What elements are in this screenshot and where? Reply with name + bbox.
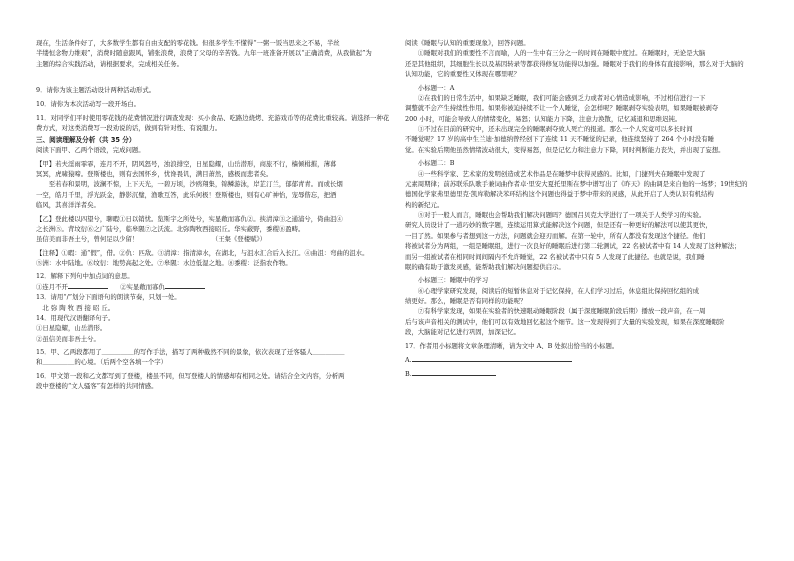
- para-3-line-2: 不睡觉呢？17 岁的高中生兰迪·加德纳曾经创下了连续 11 天不睡觉的记录，他连续坚持了 264 个小时没有睡: [405, 135, 715, 144]
- passage-jia-4: 一空，皓月千里，浮光跃金，静影沉璧，渔歌互答，此乐何极！登斯楼也，则有心旷神怡，宠辱偕忘，把酒: [36, 190, 337, 199]
- answer-blank-b[interactable]: [412, 369, 496, 376]
- para-5-line-1: ⑤对于一般人而言，睡眠也会帮助我们解决问题吗？德国吕贝克大学进行了一项关于人类学习的实验。: [417, 211, 706, 219]
- section-heading: 三、阅读理解及分析（共 35 分）: [36, 135, 136, 144]
- subtitle-3: 小标题三：睡眠中的学习: [417, 276, 489, 285]
- passage-yi-3: 虽信美而非吾土兮，曾何足以少留！ （王粲《登楼赋》）: [36, 235, 267, 244]
- subtitle-1: 小标题一：A: [417, 83, 455, 92]
- para-4-line-1: ④一些科学家、艺术家的发明创造或艺术作品是在睡梦中获得灵感的。比如，门捷列夫在睡眠中发现了: [417, 169, 706, 178]
- right-intro: 阅读《睡眠与认知的重要现象》，回答问题。: [405, 39, 530, 47]
- question-13-sentence: 北 弥 陶 牧 西 接 昭 丘。: [42, 303, 115, 312]
- question-14: 14．用现代汉语翻译句子。: [36, 313, 115, 322]
- question-11-line-1: 11．对同学们平时使用零花钱的花费情况进行调查发现：买小食品、吃路边烧烤、充游戏币等的花费比重较高。请选择一种花: [36, 113, 390, 122]
- question-13: 13．请用“/”划分下面语句的朗读节奏，只划一处。: [36, 293, 181, 302]
- passage-jia-3: 至若春和景明，波澜不惊，上下天光，一碧万顷，沙鸥翔集，锦鳞游泳，岸芷汀兰，郁郁青青。而或长烟: [48, 180, 343, 189]
- answer-b-row: [405, 369, 755, 379]
- notes-line-2: ⑤洲：水中陆地。⑥坟衍：地势高起之处。⑦皋隰：水边低湿之地。⑧黍稷：泛指农作物。: [36, 259, 292, 268]
- para-4-line-3: 德国化学家弗里德里克·凯库勒解决苯环结构这个问题也得益于梦中带来的灵感，从此开启了人类认识有机结构: [405, 190, 714, 199]
- question-15-line-1: 15．甲、乙两段都用了＿＿＿＿＿的写作手法，描写了两种截然不同的景象，依次表现了迁客骚人＿＿＿＿＿: [36, 348, 345, 357]
- notes-line-1: 【注释】①暇：通“假”，借。②仇：匹敌。③清漳：指清漳水，在湖北，与沮水汇合后入长江。④曲沮：弯曲的沮水。: [36, 248, 369, 257]
- para-1-line-2: 还是其他组织，其细胞生长以及基因转录等都获得修复功能得以加强。睡眠对于我们的身体有直接影响，那么对于大脑的: [405, 59, 744, 68]
- para-5-line-3: 一目了然。如果参与者想到这一方法，问题就会迎刃而解。在第一轮中，所有人都没有发现这个捷径。他们: [405, 231, 706, 240]
- intro-line-1: 现在，生活条件好了，大多数学生都有自由支配的零花钱。但很多学生不懂得“一粥一饭当思来之不易，半丝: [36, 39, 340, 47]
- reading-instruction: 阅读下面甲、乙两个语段，完成问题。: [36, 146, 145, 155]
- question-12a: ①连月不开: [36, 282, 68, 291]
- question-14b: ②虽信美而非吾土兮。: [36, 334, 100, 343]
- answer-blank-12a[interactable]: [68, 282, 108, 289]
- para-2-line-2: 调整就不会产生持续性作用。如果你被迫持续不让一个人睡觉，会怎样呢？睡眠剥夺实验表明，如果睡眠被剥夺: [405, 104, 719, 113]
- intro-line-2: 半缕恒念物力维艰”，消费时随意跟风，铺张浪费，浪费了父母的辛苦钱。九年一班准备开展以“正确消费，从我做起”为: [36, 49, 372, 58]
- passage-jia-1: 【甲】若夫淫雨霏霏，连月不开，阴风怒号，浊浪排空，日星隐耀，山岳潜形，商旅不行，樯倾楫摧，薄暮: [36, 159, 337, 168]
- para-2-line-1: ②在我们的日常生活中，如果缺乏睡眠，我们可能会感到乏力或者对心情造成影响，不过相信进行一下: [417, 93, 706, 102]
- para-6-line-1: ⑥心理学家研究发现，阅读后的短暂休息对于记忆保持，在人们学习过后，休息组比保持回忆组的成: [417, 286, 699, 295]
- passage-jia-5: 临风，其喜洋洋者矣。: [36, 201, 100, 210]
- answer-blank-12b[interactable]: [165, 282, 205, 289]
- question-12b: ②实显敞而寡仇: [120, 282, 165, 291]
- para-2-line-3: 200 小时，可能会导致人的情绪变化，易怒；认知能力下降，注意力涣散，记忆减退和思维迟钝。: [405, 114, 682, 123]
- para-7-line-1: ⑦有科学家发现，如果在实验者的快速眼动睡眠阶段（属于深度睡眠阶段后期）播放一段声音，在一周: [417, 307, 706, 316]
- question-16-line-2: 段中登楼的“文人骚客”有怎样的共同情感。: [36, 382, 158, 391]
- passage-yi-1: 【乙】登此楼以四望兮，聊暇①日以销忧。览斯宇之所处兮，实显敞而寡仇②。挟清漳③之通浦兮，倚曲沮④: [36, 214, 343, 223]
- answer-a-label: A.: [405, 355, 412, 364]
- para-5-line-6: 眠的确有助于激发灵感，能帮助我们解决问题提供启示。: [405, 262, 565, 271]
- answer-a-row: [405, 355, 755, 365]
- para-7-line-2: 后与该声音相关的测试中，他们可以有效地回忆起这个细节。这一发现得到了大量的实验发现，如果在深度睡眠阶: [405, 317, 725, 326]
- question-11-line-2: 费方式，对这类消费写一段劝说的话，做到有针对性、有说服力。: [36, 124, 222, 133]
- passage-jia-2: 冥冥，虎啸猿啼。登斯楼也，则有去国怀乡，忧谗畏讥，满目萧然，感极而悲者矣。: [36, 170, 273, 179]
- para-1-line-1: ①睡眠对我们的重要性不言而喻，人的一生中有三分之一的时间在睡眠中度过。在睡眠时，无论是大脑: [417, 49, 706, 58]
- answer-blank-a[interactable]: [412, 355, 572, 362]
- para-7-line-3: 段，大脑能对记忆进行巩固，加深记忆。: [405, 328, 521, 337]
- para-5-line-5: 而另一组被试者在相同时间间隔内不允许睡觉，22 名被试者中只有 5 人发现了此捷径。也就是说，我们睡: [405, 252, 705, 261]
- question-15-line-2: 和＿＿＿＿＿的心境。（后两个空各填一个字）: [36, 358, 168, 367]
- para-5-line-2: 研究人员设计了一道巧妙的数字题，连续运用算式能解决这个问题，但是还有一种更好的解法可以使其更快，: [405, 221, 712, 230]
- question-12: 12．解释下列句中加点词的意思。: [36, 272, 134, 281]
- left-column: [36, 38, 390, 392]
- question-17: 17．作者用小标题将文章条理清晰，请为文中 A、B 处拟出恰当的小标题。: [405, 341, 619, 350]
- question-12-items: [36, 282, 386, 292]
- para-6-line-2: 绩更好。那么，睡眠是否有同样的功能呢？: [405, 297, 527, 305]
- passage-yi-2: 之长洲⑤。背坟衍⑥之广陆兮，临皋隰⑦之沃流。北弥陶牧西接昭丘。华实蔽野，黍稷⑧盈畴。: [36, 224, 305, 233]
- question-16-line-1: 16．甲文第一段和乙文都写到了登楼，楼虽不同，但写登楼人的情感却有相同之处。请结合全文内容，分析两: [36, 371, 345, 380]
- para-3-line-3: 觉。在实验后期他虽然情绪波动很大，变得易怒，但是记忆力和注意力下降，同时判断能力丧失，并出现了妄想。: [405, 145, 725, 154]
- intro-line-3: 主题的综合实践活动，请根据要求，完成相关任务。: [36, 59, 183, 68]
- para-4-line-4: 构的新纪元。: [405, 200, 444, 209]
- question-14a: ①日星隐耀，山岳潜形。: [36, 324, 107, 333]
- answer-b-label: B.: [405, 370, 412, 379]
- para-4-line-2: 元素周期律；前苏联乐队歌手兼词曲作者卓·里安大夏托里斯在梦中谱写出了《昨天》的曲调是来自他的一场梦；19世纪的: [405, 179, 748, 188]
- para-5-line-4: 将被试者分为两组，一组是睡眠组，进行一次良好的睡眠后进行第二轮测试，22 名被试者中有 14 人发现了这种解法；: [405, 242, 741, 251]
- para-3-line-1: ③不过在目前的研究中，还未出现完全的睡眠剥夺致人死亡的报道。那么一个人究竟可以多长时间: [417, 125, 693, 133]
- question-9: 9．请你为该主题活动设计两种活动形式。: [36, 86, 156, 95]
- subtitle-2: 小标题二：B: [417, 159, 455, 168]
- right-column: [405, 38, 755, 380]
- para-1-line-3: 认知功能，它的重要性又体现在哪里呢？: [405, 70, 521, 79]
- question-10: 10．请你为本次活动写一段开场白。: [36, 99, 140, 108]
